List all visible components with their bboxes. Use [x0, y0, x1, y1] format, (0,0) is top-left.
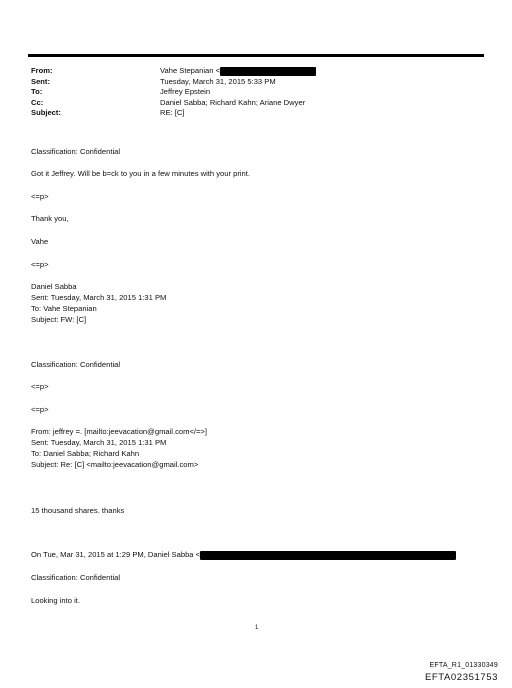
forwarded-subject: Subject: Re: [C] <mailto:jeevacation@gmail.com>	[31, 460, 199, 469]
header-rule	[28, 54, 484, 57]
sent-label: Sent:	[31, 76, 50, 86]
html-artifact: <=p>	[31, 405, 49, 414]
from-value	[160, 66, 471, 77]
classification-line: Classification: Confidential	[31, 360, 121, 369]
redaction-block	[220, 67, 316, 76]
forwarded-subject: Subject: FW: [C]	[31, 315, 87, 324]
html-artifact: <=p>	[31, 192, 49, 201]
subject-label: Subject:	[31, 108, 61, 117]
bates-number: EFTA_R1_01330349	[429, 662, 498, 669]
cc-value: Daniel Sabba; Richard Kahn; Ariane Dwyer	[160, 97, 306, 107]
header-sent-row	[31, 77, 471, 88]
forwarded-sent: Sent: Tuesday, March 31, 2015 1:31 PM	[31, 438, 167, 447]
signature: Vahe	[31, 237, 49, 246]
forwarded-to: To: Vahe Stepanian	[31, 304, 97, 313]
message-text: 15 thousand shares. thanks	[31, 506, 125, 515]
bates-number: EFTA02351753	[424, 672, 498, 683]
quote-intro-line	[31, 550, 456, 560]
forwarded-from: From: jeffrey =. [mailto:jeevacation@gmail.com</=>]	[31, 427, 207, 436]
forwarded-sent: Sent: Tuesday, March 31, 2015 1:31 PM	[31, 293, 167, 302]
header-cc-row	[31, 98, 471, 109]
to-label: To:	[31, 87, 43, 96]
subject-value: RE: [C]	[160, 108, 185, 117]
message-text: Looking into it.	[31, 596, 80, 605]
page-number: 1	[255, 625, 259, 631]
from-label: From:	[31, 66, 53, 75]
html-artifact: <=p>	[31, 260, 49, 269]
forwarded-to: To: Daniel Sabba; Richard Kahn	[31, 449, 140, 458]
header-from-row	[31, 66, 471, 77]
message-text: Got it Jeffrey. Will be b=ck to you in a few minutes with your print.	[31, 169, 250, 178]
from-name: Vahe Stepanian <	[160, 66, 221, 75]
header-subject-row	[31, 108, 471, 119]
closing-line: Thank you,	[31, 214, 69, 223]
header-to-row	[31, 87, 471, 98]
html-artifact: <=p>	[31, 382, 49, 391]
cc-label: Cc:	[31, 97, 44, 107]
email-header	[31, 66, 471, 119]
classification-line: Classification: Confidential	[31, 573, 121, 582]
quote-intro-text: On Tue, Mar 31, 2015 at 1:29 PM, Daniel Sabba <	[31, 550, 201, 559]
sent-value: Tuesday, March 31, 2015 5:33 PM	[160, 76, 276, 86]
forwarded-from: Daniel Sabba	[31, 282, 77, 291]
to-value: Jeffrey Epstein	[160, 87, 211, 96]
classification-line: Classification: Confidential	[31, 147, 121, 156]
redaction-block	[200, 551, 456, 560]
